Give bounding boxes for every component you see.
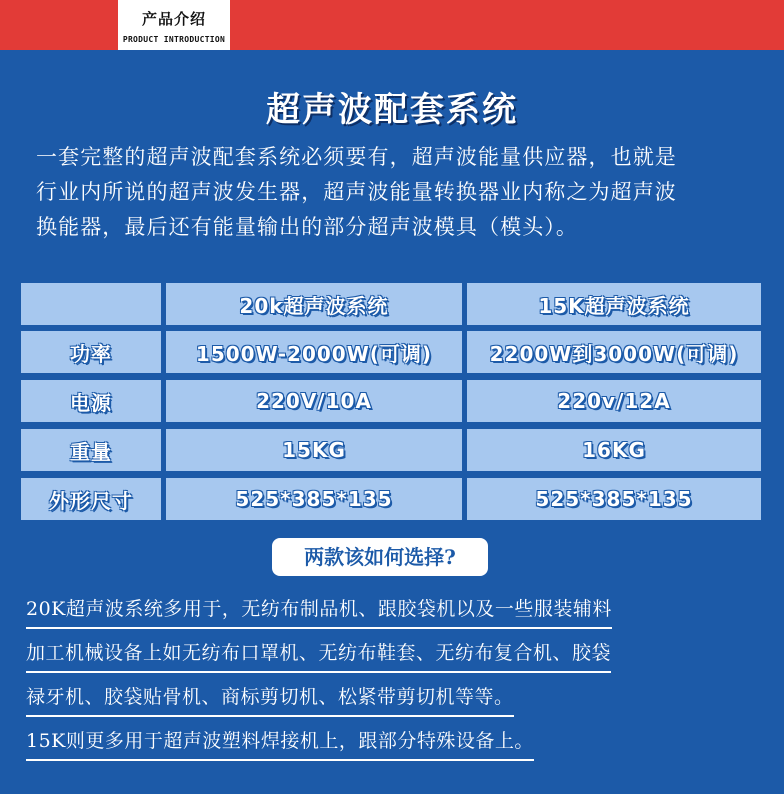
table-row-power [21, 331, 761, 373]
value-20k: 1500W-2000W(可调) [166, 331, 462, 373]
intro-paragraph [36, 140, 756, 245]
description-line: 加工机械设备上如无纺布口罩机、无纺布鞋套、无纺布复合机、胶袋 [26, 638, 611, 673]
table-row-dimensions [21, 478, 761, 520]
header-cell-20k: 20k超声波系统 [166, 283, 462, 325]
description-line: 禄牙机、胶袋贴骨机、商标剪切机、松紧带剪切机等等。 [26, 682, 514, 717]
value-15k: 525*385*135 [467, 478, 761, 520]
header-cell-15k: 15K超声波系统 [467, 283, 761, 325]
description-line: 20K超声波系统多用于，无纺布制品机、跟胶袋机以及一些服装辅料 [26, 594, 612, 629]
table-row-power-supply [21, 380, 761, 422]
description-line: 15K则更多用于超声波塑料焊接机上，跟部分特殊设备上。 [26, 726, 534, 761]
intro-line: 行业内所说的超声波发生器，超声波能量转换器业内称之为超声波 [36, 180, 677, 204]
row-label: 功率 [21, 331, 161, 373]
table-header-row [21, 283, 761, 325]
value-20k: 220V/10A [166, 380, 462, 422]
row-label: 电源 [21, 380, 161, 422]
header-cell-blank [21, 283, 161, 325]
value-15k: 220v/12A [467, 380, 761, 422]
intro-line: 换能器，最后还有能量输出的部分超声波模具（模头）。 [36, 215, 578, 239]
value-20k: 15KG [166, 429, 462, 471]
product-tag-subtitle: PRODUCT INTRODUCTION [122, 35, 226, 44]
value-15k: 2200W到3000W(可调) [467, 331, 761, 373]
selection-question-badge: 两款该如何选择? [272, 538, 488, 576]
value-15k: 16KG [467, 429, 761, 471]
table-row-weight [21, 429, 761, 471]
product-introduction-tag [118, 0, 230, 50]
intro-line: 一套完整的超声波配套系统必须要有，超声波能量供应器，也就是 [36, 145, 677, 169]
page-title: 超声波配套系统 [266, 90, 518, 130]
value-20k: 525*385*135 [166, 478, 462, 520]
row-label: 重量 [21, 429, 161, 471]
row-label: 外形尺寸 [21, 478, 161, 520]
product-tag-title: 产品介绍 [141, 10, 206, 28]
